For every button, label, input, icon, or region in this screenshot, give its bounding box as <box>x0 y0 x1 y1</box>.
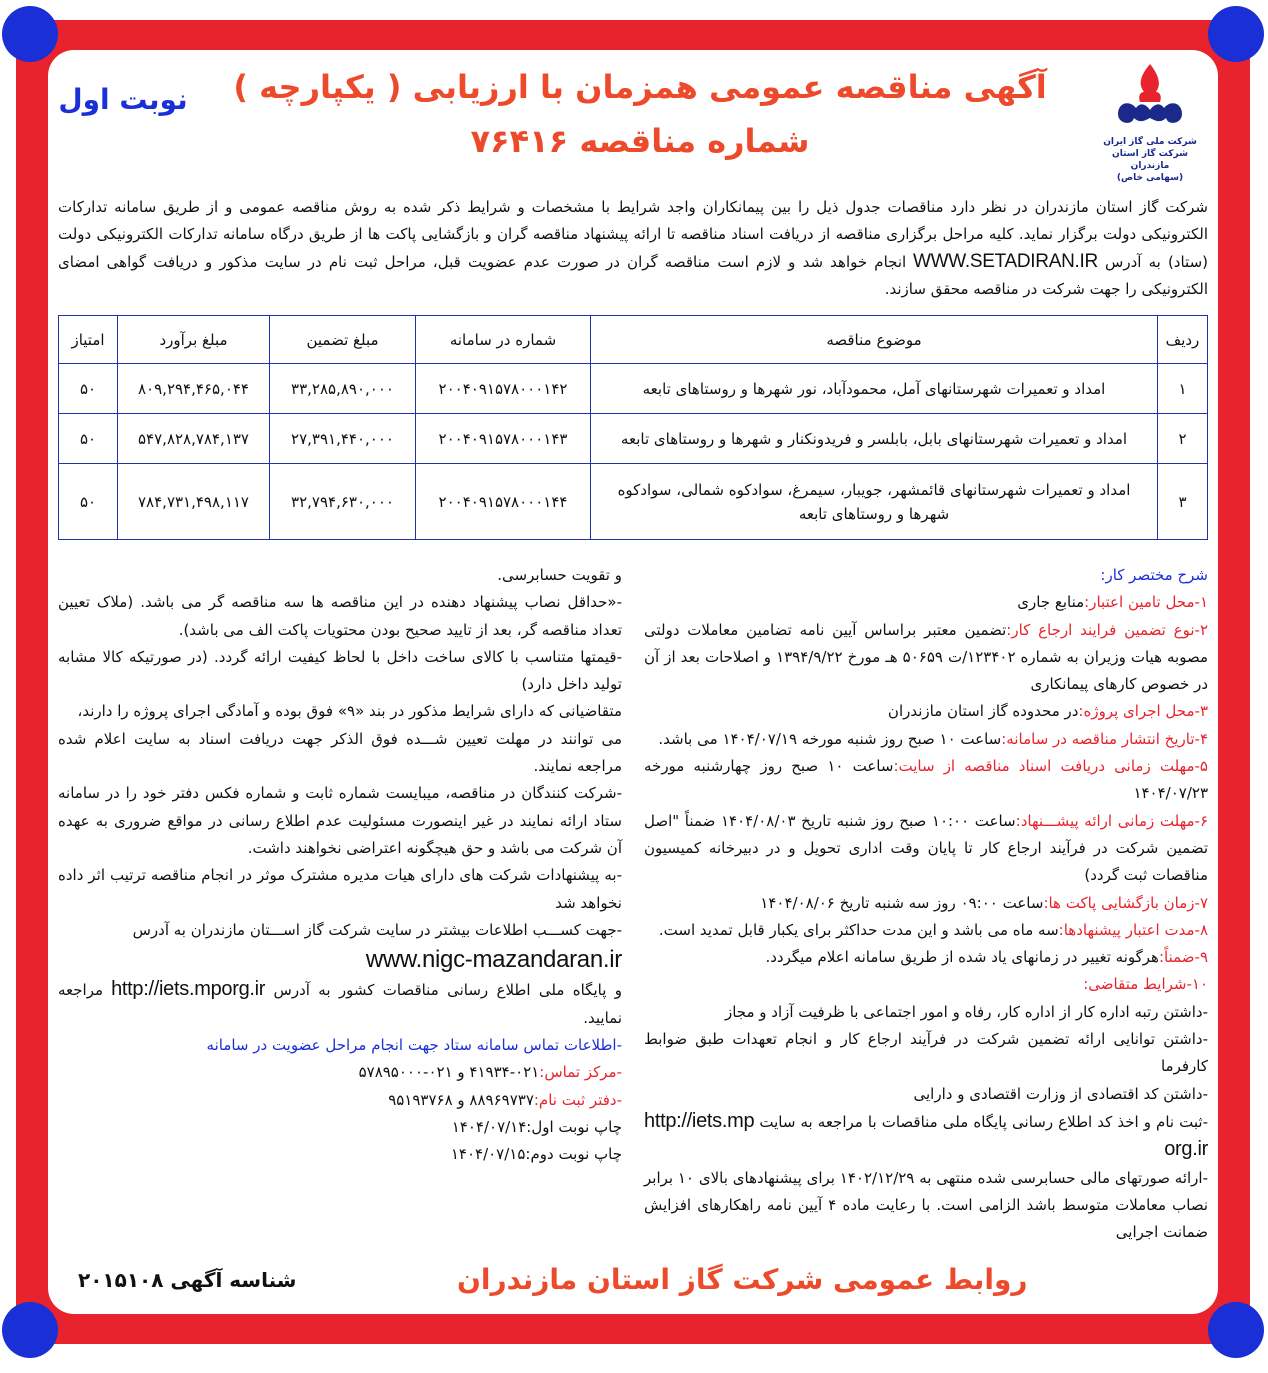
item <box>644 808 1208 890</box>
body-columns <box>58 562 1208 1246</box>
print-label: چاپ نوبت اول: <box>526 1117 622 1136</box>
cell: ۳ <box>1158 464 1208 540</box>
corner-decoration <box>1208 1302 1264 1358</box>
corner-decoration <box>1208 6 1264 62</box>
table-header-row <box>59 316 1208 364</box>
cell: ۲۰۰۴۰۹۱۵۷۸۰۰۰۱۴۴ <box>416 464 591 540</box>
col-header: ردیف <box>1158 316 1208 364</box>
intro-text: کلیه مراحل برگزاری مناقصه از دریافت اسناد مناقصه تا ارائه پیشنهاد مناقصه گران و بازگشایی پاکت ها از طریق درگاه سامانه تدارکات الکترونیکی دولت (ستاد) به آدرس <box>58 225 1209 271</box>
condition <box>644 1108 1208 1165</box>
item-label: ۴-تاریخ انتشار مناقصه در سامانه: <box>1001 729 1208 748</box>
item <box>644 617 1208 699</box>
paragraph: -به پیشنهادات شرکت های دارای هیات مدیره مشترک موثر در انجام مناقصه ترتیب اثر داده نخواهد شد <box>58 866 622 912</box>
contact-line <box>58 1059 622 1086</box>
website-line <box>58 944 622 976</box>
logo-line: شرکت ملی گاز ایران <box>1103 137 1197 147</box>
paragraph: می توانند در مهلت تعیین شـــده فوق الذکر جهت دریافت اسناد به سایت اعلام شده مراجعه نمایند. <box>58 729 622 776</box>
item <box>644 698 1208 725</box>
table-row <box>59 414 1208 464</box>
section-heading: شرح مختصر کار: <box>1100 566 1208 584</box>
print-label: چاپ نوبت دوم: <box>525 1145 622 1164</box>
paragraph: -شرکت کنندگان در مناقصه، میبایست شماره ثابت و شماره فکس دفتر خود را در سامانه ستاد ارائه نمایند در غیر اینصورت مسئولیت عدم اطلاع رسانی در مواقع ضروری به عهده آن شرکت می باشد و حق هیچگونه اعتراضی نخواهند داشت. <box>58 784 622 857</box>
work-description-column <box>644 562 1208 1246</box>
paragraph-text: و پایگاه ملی اطلاع رسانی مناقصات کشور به آدرس <box>273 981 622 1000</box>
corner-decoration <box>2 1302 58 1358</box>
item-label: ۱-محل تامین اعتبار: <box>1084 593 1208 612</box>
item-label: ۲-نوع تضمین فرایند ارجاع کار: <box>1006 620 1208 639</box>
condition: -داشتن رتبه اداره کار از اداره کار، رفاه و امور اجتماعی با ظرفیت آزاد و مجاز <box>724 1002 1208 1021</box>
paragraph <box>58 976 622 1032</box>
cell: ۲۷,۳۹۱,۴۴۰,۰۰۰ <box>270 414 416 464</box>
cell: ۲ <box>1158 414 1208 464</box>
intro-paragraph <box>58 194 1208 303</box>
cell: ۱ <box>1158 364 1208 414</box>
contact-value: ۸۸۹۶۹۷۳۷ و ۹۵۱۹۳۷۶۸ <box>388 1090 534 1109</box>
intro-text: شرکت گاز استان مازندران در نظر دارد مناقصات جدول ذیل را بین پیمانکاران واجد شرایط با مشخصات و شرایط ذکر شده به روش مناقصه عمومی و از طریق سامانه تدارکات الکترونیکی دولت برگزار نماید. <box>58 198 1208 243</box>
item-text: منابع جاری <box>1017 593 1085 612</box>
tender-table <box>58 315 1208 540</box>
condition-text: -ثبت نام و اخذ کد اطلاع رسانی پایگاه ملی مناقصات با مراجعه به سایت <box>759 1112 1208 1131</box>
item <box>644 971 1208 998</box>
col-header: امتیاز <box>59 316 118 364</box>
item-label: ۷-زمان بازگشایی پاکت ها: <box>1043 893 1208 912</box>
print-date <box>58 1141 622 1168</box>
logo-line: شرکت گاز استان مازندران <box>1112 149 1188 171</box>
contact-label: -دفتر ثبت نام: <box>533 1090 622 1109</box>
gas-flame-icon <box>1110 62 1190 132</box>
publisher-footer: روابط عمومی شرکت گاز استان مازندران <box>456 1263 1028 1297</box>
paragraph: و تقویت حسابرسی. <box>497 566 622 584</box>
item <box>644 917 1208 944</box>
col-header: مبلغ برآورد <box>118 316 270 364</box>
item-text: در محدوده گاز استان مازندران <box>887 702 1079 721</box>
logo-line: (سهامی خاص) <box>1116 173 1184 183</box>
conditions-continued-column <box>58 562 622 1246</box>
condition: -داشتن کد اقتصادی از وزارت اقتصادی و دارایی <box>913 1084 1208 1103</box>
item-text: سه ماه می باشد و این مدت حداکثر برای یکبار قابل تمدید است. <box>658 920 1059 939</box>
item-label: ۳-محل اجرای پروژه: <box>1078 702 1208 721</box>
ad-title: آگهی مناقصه عمومی همزمان با ارزیابی ( یکپارچه ) <box>233 68 1047 106</box>
company-logo <box>1092 58 1208 184</box>
cell: ۵۰ <box>59 414 118 464</box>
title-block <box>204 58 1076 164</box>
paragraph: -قیمتها متناسب با کالای ساخت داخل با لحاظ کیفیت ارائه گردد. (در صورتیکه کالا مشابه تولید داخل دارد) <box>58 647 622 694</box>
paragraph: -«حداقل نصاب پیشنهاد دهنده در این مناقصه ها سه مناقصه گر می باشد. (ملاک تعیین تعداد مناقصه گر، بعد از تایید صحیح بودن محتویات پاکت الف می باشد). <box>58 593 622 639</box>
col-header: مبلغ تضمین <box>270 316 416 364</box>
cell: ۵۴۷,۸۲۸,۷۸۴,۱۳۷ <box>118 414 270 464</box>
ad-footer <box>58 1260 1208 1300</box>
cell: ۷۸۴,۷۳۱,۴۹۸,۱۱۷ <box>118 464 270 540</box>
publication-round: نوبت اول <box>58 83 188 116</box>
cell: ۵۰ <box>59 464 118 540</box>
item <box>644 890 1208 917</box>
ad-panel <box>48 50 1218 1314</box>
print-date <box>58 1114 622 1141</box>
corner-decoration <box>2 6 58 62</box>
cell: ۵۰ <box>59 364 118 414</box>
item-label: ۸-مدت اعتبار پیشنهادها: <box>1058 920 1208 939</box>
item <box>644 726 1208 753</box>
item-text: ساعت ۱۰ صبح روز شنبه مورخه ۱۴۰۴/۰۷/۱۹ می باشد. <box>658 729 1002 748</box>
iets-link[interactable]: http://iets.mporg.ir <box>111 978 266 1001</box>
contact-heading: -اطلاعات تماس سامانه ستاد جهت انجام مراحل عضویت در سامانه <box>206 1036 622 1055</box>
col-header: شماره در سامانه <box>416 316 591 364</box>
item-text: تضمین معتبر براساس آیین نامه تضامین معاملات دولتی مصوبه هیات وزیران به شماره ۱۲۳۴۰۲/ت ۵۰۶۵۹ هـ مورخ ۱۳۹۴/۹/۲۲ و اصلاحات بعد از آن در خصوص کارهای پیمانکاری <box>644 620 1209 694</box>
contact-value: ۰۲۱-۴۱۹۳۴ و ۰۲۱-۵۷۸۹۵۰۰۰ <box>358 1063 540 1082</box>
intro-text: انجام خواهد شد و لازم است مناقصه گران در صورت عدم عضویت قبل، مراحل ثبت نام در سایت مذکور و دریافت گواهی امضای الکترونیکی را جهت شرکت در مناقصه محقق سازند. <box>58 253 1208 298</box>
cell: امداد و تعمیرات شهرستانهای بابل، بابلسر و فریدونکنار و شهرها و روستاهای تابعه <box>591 414 1158 464</box>
print-value: ۱۴۰۴/۰۷/۱۵ <box>450 1145 526 1164</box>
cell: ۲۰۰۴۰۹۱۵۷۸۰۰۰۱۴۲ <box>416 364 591 414</box>
cell: امداد و تعمیرات شهرستانهای قائمشهر، جویبار، سیمرغ، سوادکوه شمالی، سوادکوه شهرها و روستاهای تابعه <box>591 464 1158 540</box>
condition: -داشتن توانایی ارائه تضمین شرکت در فرآیند ارجاع کار و انجام تعهدات طبق ضوابط کارفرما <box>644 1030 1208 1076</box>
item-text: ساعت ۱۰ صبح روز چهارشنبه مورخه ۱۴۰۴/۰۷/۲۳ <box>644 757 1208 803</box>
cell: ۳۲,۷۹۴,۶۳۰,۰۰۰ <box>270 464 416 540</box>
cell: امداد و تعمیرات شهرستانهای آمل، محمودآباد، نور شهرها و روستاهای تابعه <box>591 364 1158 414</box>
ad-frame <box>16 20 1250 1344</box>
table-row <box>59 364 1208 414</box>
ad-id: شناسه آگهی ۲۰۱۵۱۰۸ <box>78 1268 297 1293</box>
tender-number: شماره مناقصه ۷۶۴۱۶ <box>470 122 810 160</box>
contact-label: -مرکز تماس: <box>539 1063 622 1082</box>
item <box>644 753 1208 808</box>
condition: -ارائه صورتهای مالی حسابرسی شده منتهی به ۱۴۰۲/۱۲/۲۹ برای پیشنهادهای بالای ۱۰ برابر نصاب معاملات متوسط باشد الزامی است. با رعایت ماده ۴ آیین نامه راهکارهای افزایش ضمانت اجرایی <box>644 1168 1209 1242</box>
cell: ۸۰۹,۲۹۴,۴۶۵,۰۴۴ <box>118 364 270 414</box>
item-label: ۶-مهلت زمانی ارائه پیشـــنهاد: <box>1015 811 1208 830</box>
contact-line <box>58 1087 622 1114</box>
cell: ۳۳,۲۸۵,۸۹۰,۰۰۰ <box>270 364 416 414</box>
table-row <box>59 464 1208 540</box>
col-header: موضوع مناقصه <box>591 316 1158 364</box>
company-website-link[interactable]: www.nigc-mazandaran.ir <box>365 946 622 974</box>
paragraph: متقاضیانی که دارای شرایط مذکور در بند «۹» فوق بوده و آمادگی اجرای پروژه را دارند، <box>77 702 622 721</box>
item <box>644 589 1208 616</box>
item-label: ۹-ضمناً: <box>1158 948 1208 967</box>
cell: ۲۰۰۴۰۹۱۵۷۸۰۰۰۱۴۳ <box>416 414 591 464</box>
paragraph-text: مراجعه نمایید. <box>58 981 622 1027</box>
item <box>644 944 1208 971</box>
item-label: ۵-مهلت زمانی دریافت اسناد مناقصه از سایت: <box>893 757 1208 776</box>
iets-link[interactable]: http://iets.mporg.ir <box>644 1109 1208 1161</box>
print-value: ۱۴۰۴/۰۷/۱۴ <box>451 1117 527 1136</box>
setad-link[interactable]: WWW.SETADIRAN.IR <box>913 251 1098 272</box>
item-text: هرگونه تغییر در زمانهای یاد شده از طریق سامانه اعلام میگردد. <box>765 948 1159 967</box>
item-text: ساعت ۱۰:۰۰ صبح روز شنبه تاریخ ۱۴۰۴/۰۸/۰۳ ضمناً "اصل تضمین شرکت در فرآیند ارجاع کار تا پایان وقت اداری تحویل و در دبیرخانه کمیسیون مناقصات ثبت گردد) <box>644 811 1208 885</box>
item-text: ساعت ۰۹:۰۰ روز سه شنبه تاریخ ۱۴۰۴/۰۸/۰۶ <box>760 893 1044 912</box>
paragraph: -جهت کســـب اطلاعات بیشتر در سایت شرکت گاز اســـتان مازندران به آدرس <box>132 920 622 939</box>
item-label: ۱۰-شرایط متقاضی: <box>1083 975 1208 994</box>
ad-header <box>58 58 1208 184</box>
